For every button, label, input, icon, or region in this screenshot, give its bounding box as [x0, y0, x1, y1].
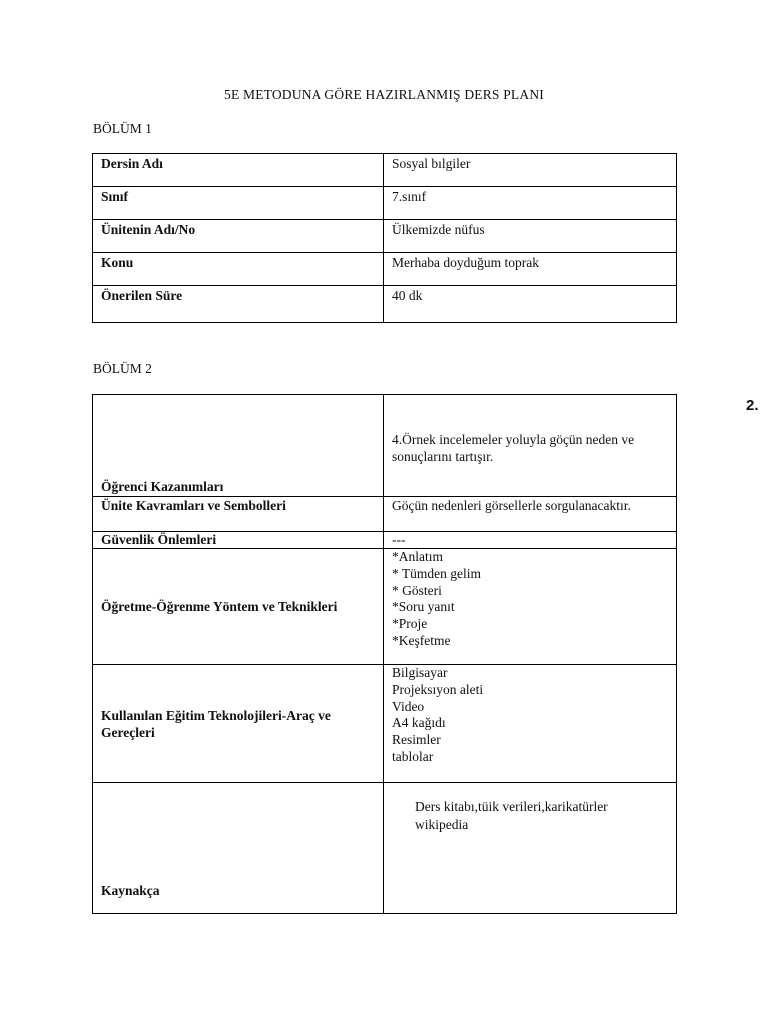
section-2-table [92, 394, 759, 914]
section-1-label: BÖLÜM 1 [93, 121, 152, 136]
table-row [93, 549, 677, 665]
kazanim-value: 4.Örnek incelemeler yoluyla göçün neden ve sonuçlarını tartışır. [392, 432, 635, 464]
row-key: Ünitenin Adı/No [93, 220, 384, 253]
row-key: Sınıf [93, 187, 384, 220]
table-row [93, 286, 677, 323]
table-row [93, 665, 677, 783]
kazanim-cell [384, 395, 759, 497]
kavramlar-key: Ünite Kavramları ve Sembolleri [93, 497, 384, 532]
list-item: *Soru yanıt [392, 599, 455, 615]
section-1-table [92, 153, 677, 323]
list-item: *Anlatım [392, 549, 443, 564]
guvenlik-value: --- [384, 532, 677, 549]
kaynakca-key: Kaynakça [93, 783, 384, 914]
yontem-key: Öğretme-Öğrenme Yöntem ve Teknikleri [93, 549, 384, 665]
kavramlar-value: Göçün nedenleri görsellerle sorgulanacaktır. [384, 497, 677, 532]
list-item: Bilgisayar [392, 665, 448, 680]
kaynakca-cell [384, 783, 677, 914]
yontem-list [384, 549, 677, 665]
teknoloji-key: Kullanılan Eğitim Teknolojileri-Araç ve Gereçleri [93, 665, 384, 783]
list-item: Video [392, 698, 425, 714]
row-key: Dersin Adı [93, 154, 384, 187]
row-value: Ülkemizde nüfus [384, 220, 677, 253]
row-key: Konu [93, 253, 384, 286]
document-title: 5E METODUNA GÖRE HAZIRLANMIŞ DERS PLANI [224, 87, 544, 102]
table-row [93, 220, 677, 253]
table-row [93, 497, 677, 532]
list-item: tablolar [392, 748, 434, 764]
row-value: 40 dk [384, 286, 677, 323]
list-item: Resimler [392, 732, 441, 748]
table-row [93, 783, 677, 914]
table-row [93, 532, 677, 549]
section-2-label: BÖLÜM 2 [93, 361, 152, 376]
table-row [93, 253, 677, 286]
kaynakca-line: wikipedia [415, 817, 469, 832]
list-item: Projeksıyon aleti [392, 681, 484, 697]
list-item: *Proje [392, 616, 428, 632]
list-item: * Gösteri [392, 582, 442, 598]
table-row [93, 395, 677, 497]
row-value: Sosyal bılgiler [384, 154, 677, 187]
number-badge: 2. [746, 397, 759, 414]
list-item: A4 kağıdı [392, 715, 446, 731]
list-item: *Keşfetme [392, 632, 451, 648]
guvenlik-key: Güvenlik Önlemleri [93, 532, 384, 549]
table-row [93, 187, 677, 220]
row-value: 7.sınıf [384, 187, 677, 220]
table-row [93, 154, 677, 187]
list-item: * Tümden gelim [392, 565, 481, 581]
row-value: Merhaba doyduğum toprak [384, 253, 677, 286]
row-key: Önerilen Süre [93, 286, 384, 323]
teknoloji-list [384, 665, 677, 783]
kazanim-key: Öğrenci Kazanımları [93, 395, 384, 497]
kaynakca-line: Ders kitabı,tüik verileri,karikatürler [415, 799, 608, 814]
